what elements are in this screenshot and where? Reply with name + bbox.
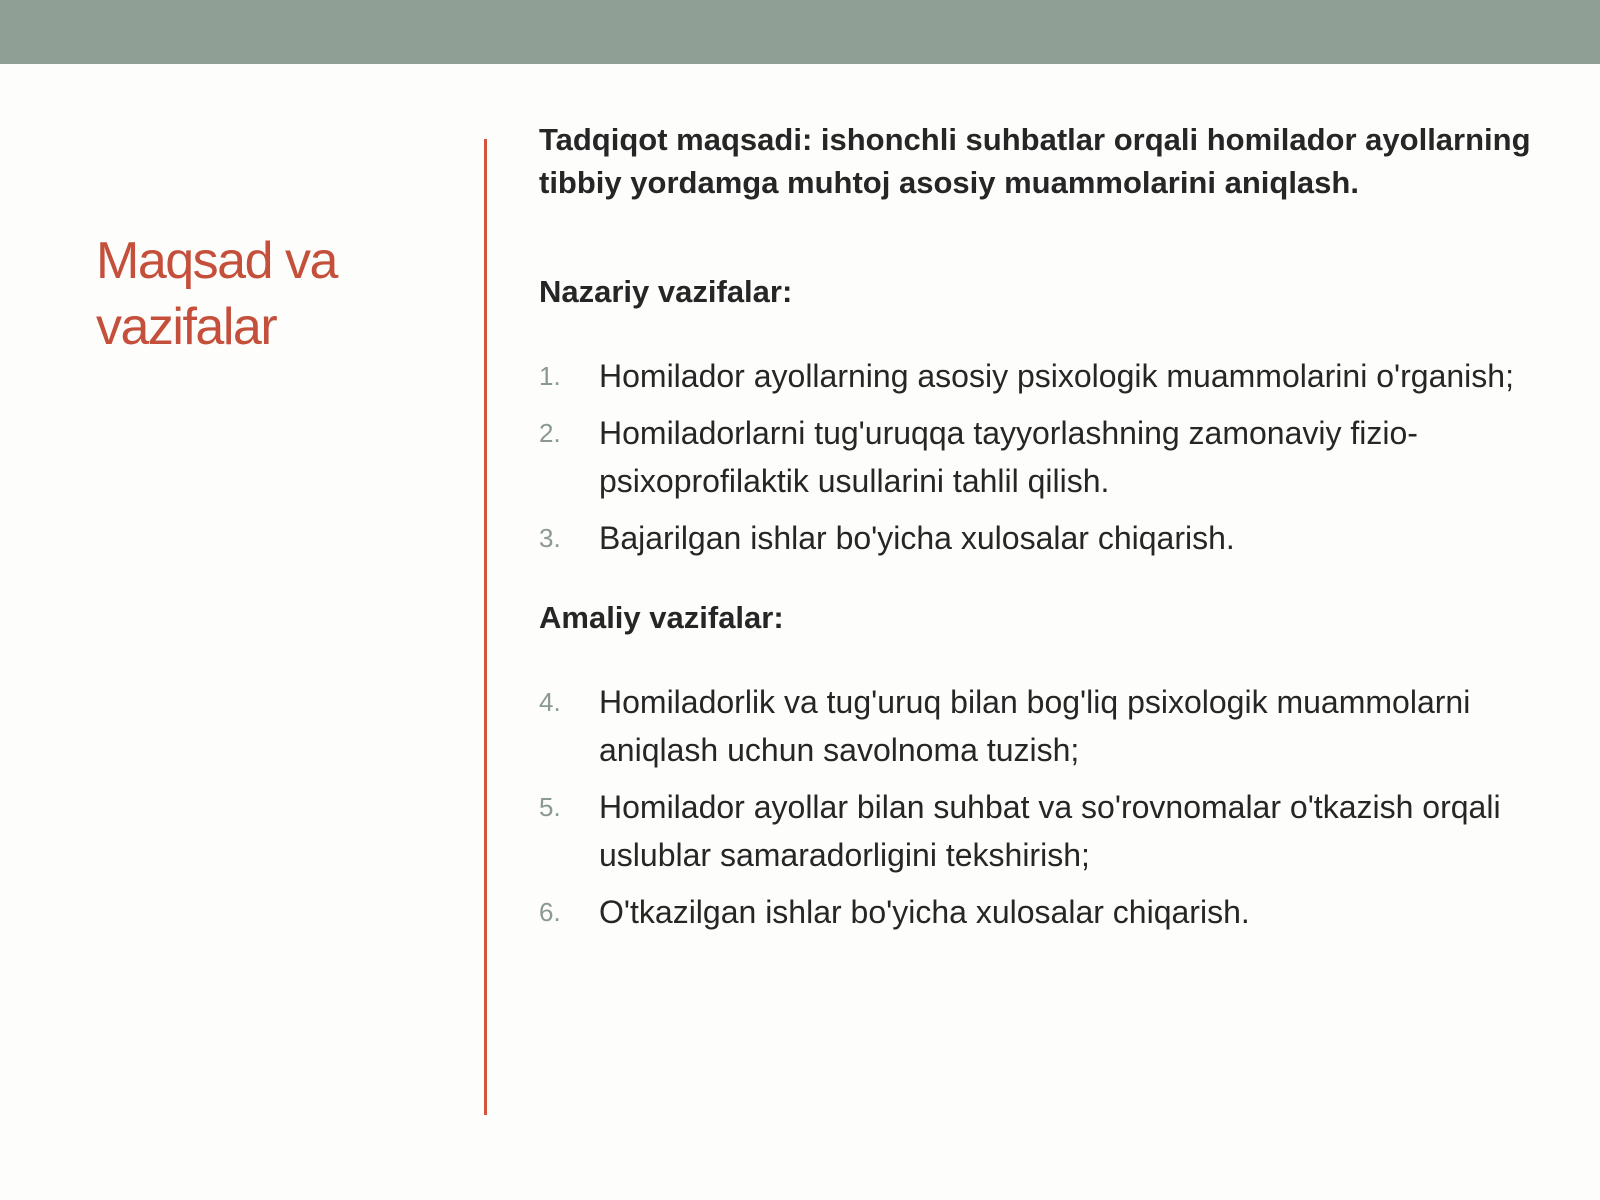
list-item — [539, 352, 1539, 400]
vertical-divider — [484, 139, 487, 1115]
slide-content — [539, 118, 1539, 945]
list-item-text: O'tkazilgan ishlar bo'yicha xulosalar chiqarish. — [599, 894, 1250, 930]
list-item — [539, 783, 1539, 879]
theoretical-task-list — [539, 352, 1539, 562]
practical-task-list — [539, 678, 1539, 936]
list-item-text: Bajarilgan ishlar bo'yicha xulosalar chiqarish. — [599, 520, 1235, 556]
list-item-text: Homiladorlarni tug'uruqqa tayyorlashning zamonaviy fizio-psixoprofilaktik usullarini tahlil qilish. — [599, 415, 1418, 499]
list-number: 5. — [539, 792, 561, 822]
list-item-text: Homiladorlik va tug'uruq bilan bog'liq psixologik muammolarni aniqlash uchun savolnoma tuzish; — [599, 684, 1471, 768]
list-item-text: Homilador ayollar bilan suhbat va so'rovnomalar o'tkazish orqali uslublar samaradorligini tekshirish; — [599, 789, 1501, 873]
list-item-text: Homilador ayollarning asosiy psixologik muammolarini o'rganish; — [599, 358, 1514, 394]
list-number: 3. — [539, 523, 561, 553]
top-banner — [0, 0, 1600, 64]
list-number: 6. — [539, 897, 561, 927]
research-objective: Tadqiqot maqsadi: ishonchli suhbatlar orqali homilador ayollarning tibbiy yordamga muhtoj asosiy muammolarini aniqlash. — [539, 122, 1531, 200]
list-item — [539, 409, 1539, 505]
list-item — [539, 888, 1539, 936]
list-number: 4. — [539, 687, 561, 717]
slide-title: Maqsad va vazifalar — [96, 232, 337, 356]
theoretical-tasks-heading: Nazariy vazifalar: — [539, 274, 793, 309]
list-number: 1. — [539, 361, 561, 391]
list-number: 2. — [539, 418, 561, 448]
list-item — [539, 678, 1539, 774]
practical-tasks-heading: Amaliy vazifalar: — [539, 600, 784, 635]
list-item — [539, 514, 1539, 562]
